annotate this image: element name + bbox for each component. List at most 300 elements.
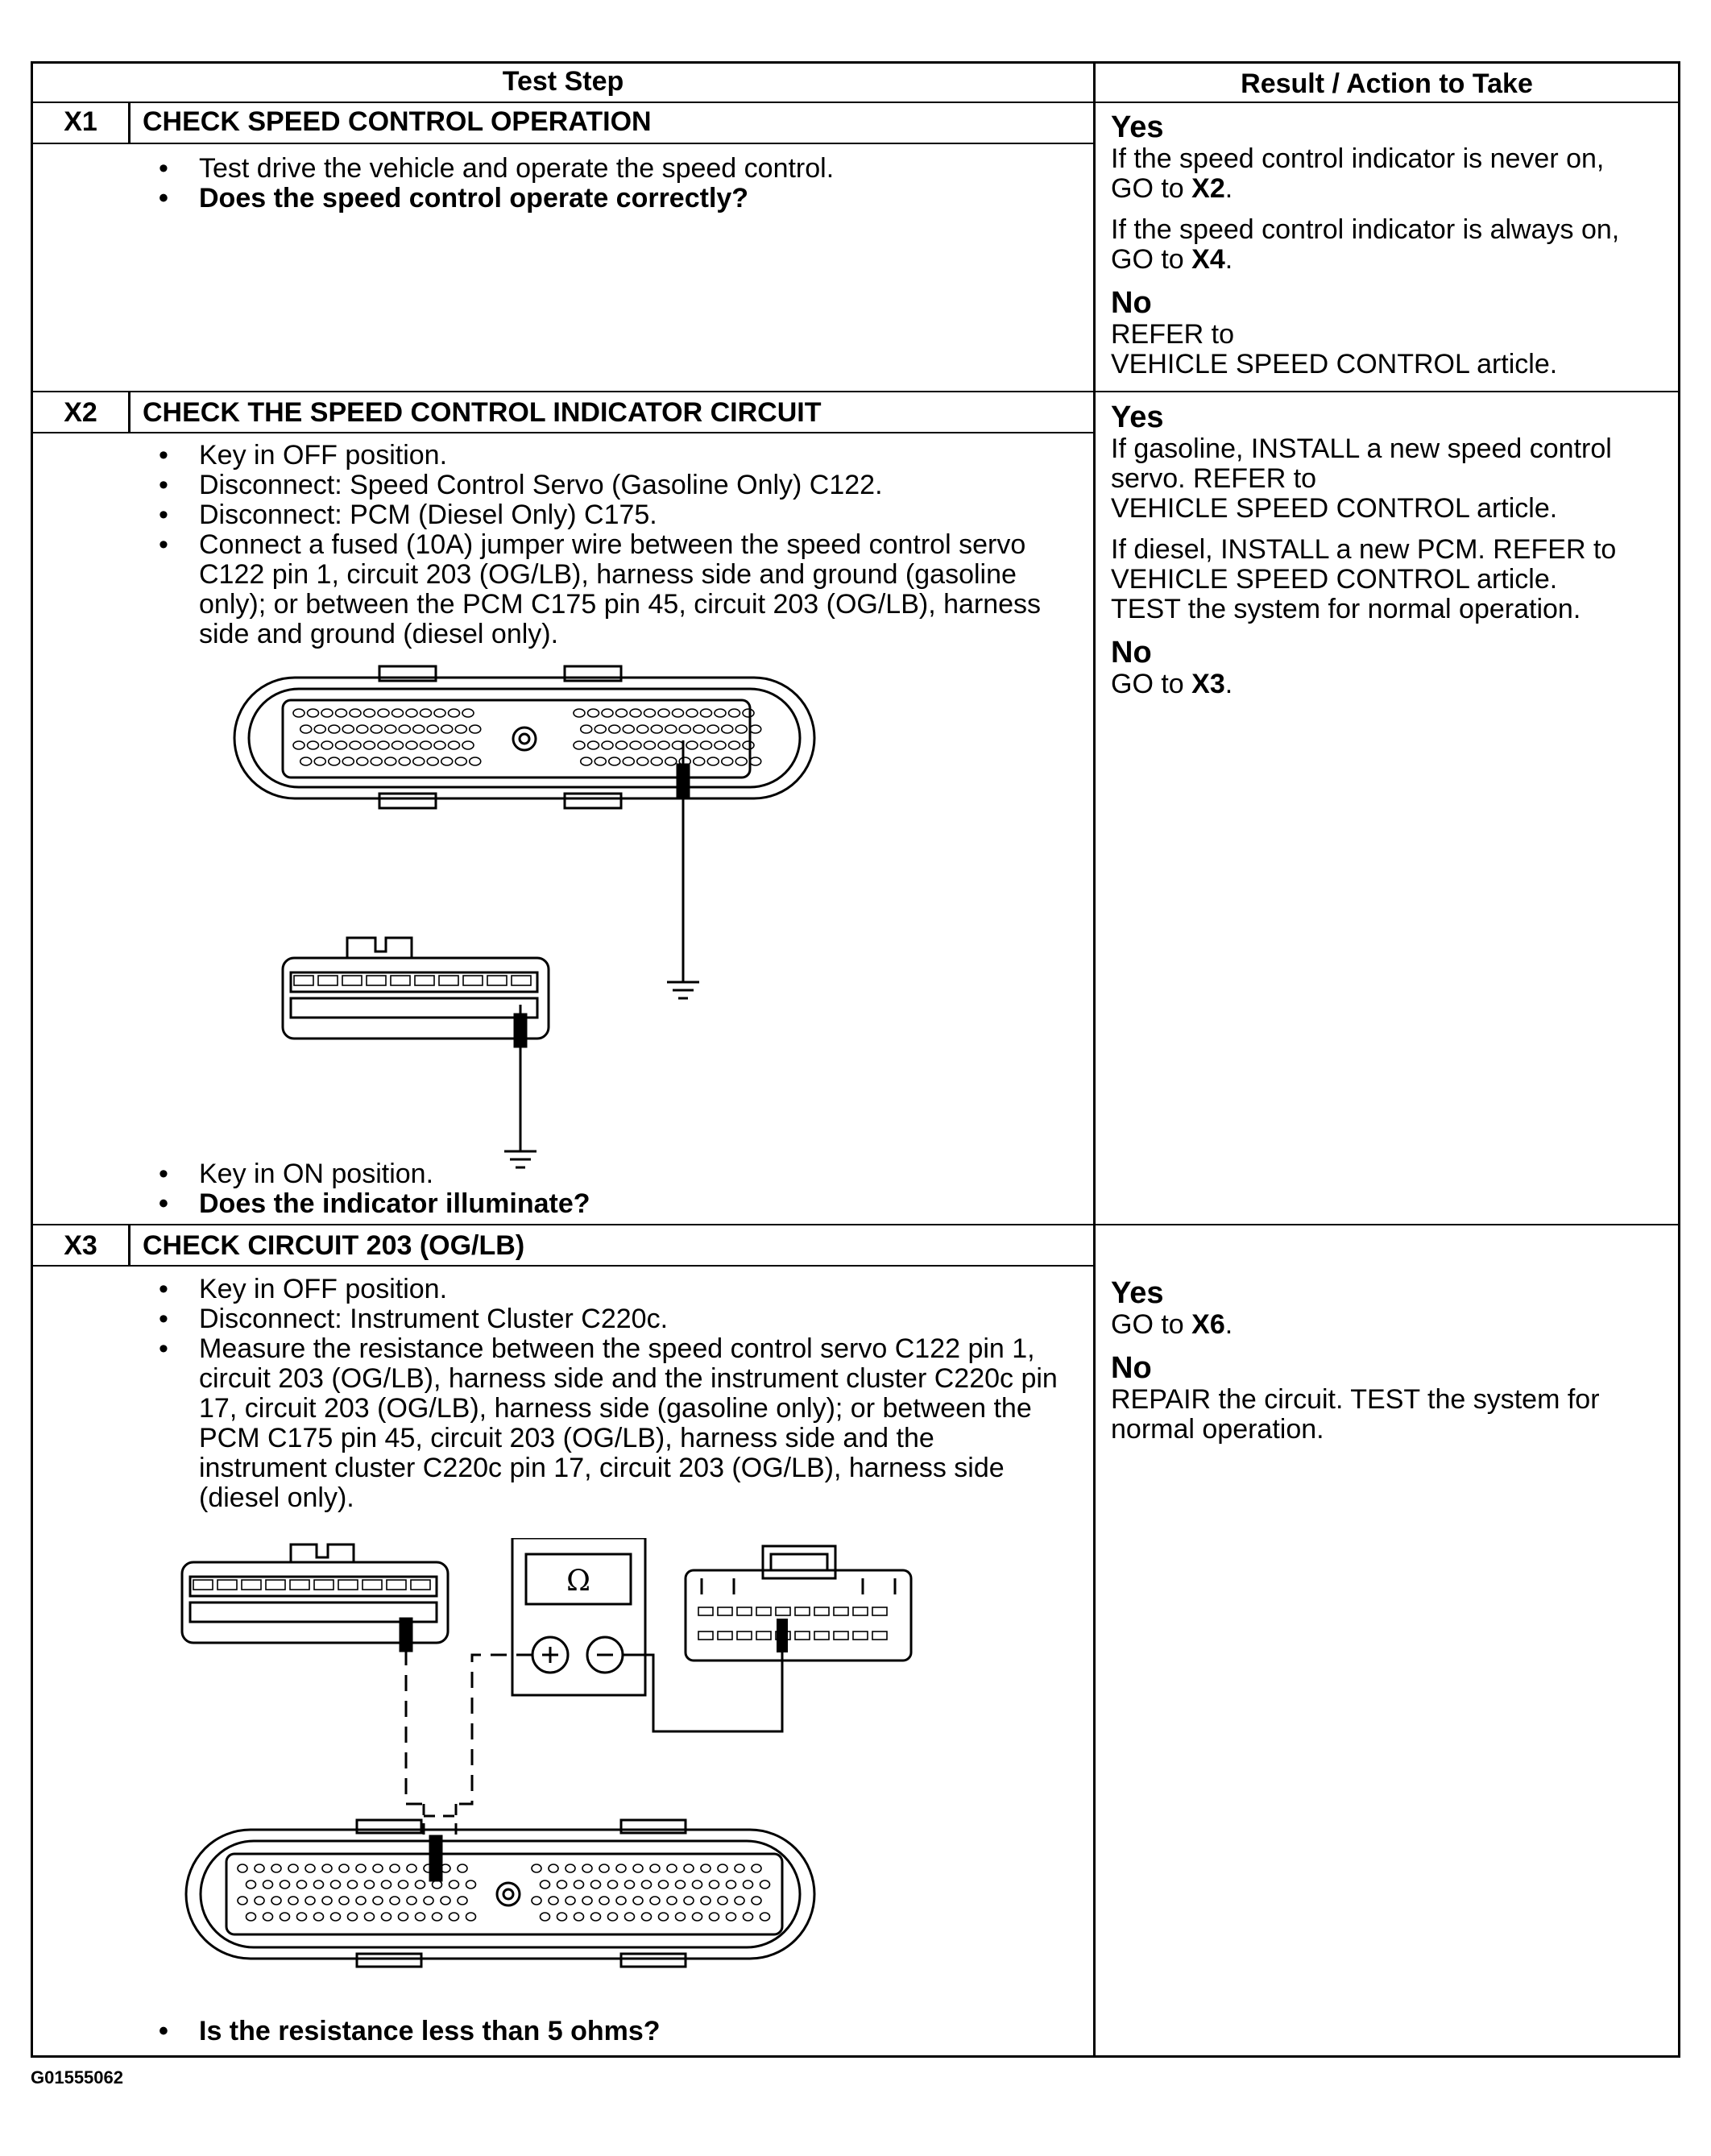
connector-pin [350, 709, 361, 717]
connector-pin [750, 757, 761, 765]
connector-pin [305, 1864, 315, 1872]
x2-bullet: • Connect a fused (10A) jumper wire between the speed control servo C122 pin 1, circuit 203 (OG/LB), harness side and ground (gasoline only); or between the PCM C175 pin 45, circuit 203 (OG/LB), harness side and ground (diesel only). [152, 530, 1063, 649]
connector-pin [644, 741, 656, 749]
connector-pin [715, 709, 726, 717]
connector-pin [581, 757, 592, 765]
x3-yes-label: Yes [1111, 1276, 1164, 1310]
connector-pin [439, 976, 458, 985]
connector-pin [707, 725, 719, 733]
connector-pin [588, 709, 599, 717]
x3-bullet: • Measure the resistance between the speed control servo C122 pin 1, circuit 203 (OG/LB), harness side and the instrument cluster C220c pin 17, circuit 203 (OG/LB), harness side (gasoline only); or between the PCM C175 pin 45, circuit 203 (OG/LB), harness side and the instrument cluster C220c pin 17, circuit 203 (OG/LB), harness side (diesel only). [152, 1334, 1063, 1513]
connector-pin [458, 1864, 467, 1872]
connector-pin [382, 1880, 392, 1889]
connector-pin [413, 725, 425, 733]
connector-pin [676, 1913, 686, 1921]
x2-yes-text: If gasoline, INSTALL a new speed control [1111, 433, 1612, 464]
connector-pin [693, 1913, 702, 1921]
connector-pin [698, 1632, 713, 1640]
connector-pin [665, 757, 677, 765]
x2-yes-text: servo. REFER to [1111, 463, 1317, 494]
connector-pin [814, 1632, 829, 1640]
header-result: Result / Action to Take [1241, 68, 1533, 99]
connector-pin [630, 741, 641, 749]
x2-title-rule [33, 432, 1093, 433]
step-title-x2: CHECK THE SPEED CONTROL INDICATOR CIRCUIT [143, 397, 822, 428]
connector-pin [658, 741, 669, 749]
x2-top-rule [33, 391, 1678, 392]
x2-yes-text-2: VEHICLE SPEED CONTROL article. [1111, 564, 1558, 595]
connector-pin [314, 725, 325, 733]
connector-pin [760, 1913, 770, 1921]
connector-pin [582, 1864, 592, 1872]
connector-pin [693, 1880, 702, 1889]
connector-pin [834, 1632, 848, 1640]
connector-pin [557, 1913, 567, 1921]
connector-pin [336, 709, 347, 717]
connector-pin [271, 1897, 281, 1905]
connector-pin [658, 709, 669, 717]
connector-pin [293, 741, 304, 749]
x3-bullets-after [152, 2017, 1063, 2046]
connector-pin [362, 1580, 382, 1590]
connector-pin [750, 725, 761, 733]
connector-pin [314, 1580, 334, 1590]
connector-pin [427, 757, 438, 765]
connector-pin [321, 741, 333, 749]
connector-pin [407, 1864, 416, 1872]
connector-pin [416, 1913, 425, 1921]
x3-top-rule [33, 1224, 1678, 1225]
x1-no-label: No [1111, 286, 1152, 320]
connector-pin [342, 757, 354, 765]
connector-pin [602, 741, 613, 749]
connector-pin [776, 1607, 790, 1615]
connector-pin [441, 1897, 450, 1905]
connector-pin [293, 709, 304, 717]
connector-pin [722, 725, 733, 733]
connector-pin [364, 709, 375, 717]
connector-pin [684, 1897, 694, 1905]
connector-pin [466, 1880, 476, 1889]
x2-yes-text-2: TEST the system for normal operation. [1111, 594, 1581, 624]
connector-pin [718, 1632, 732, 1640]
connector-pin [616, 709, 628, 717]
connector-pin [357, 757, 368, 765]
connector-pin [710, 1913, 719, 1921]
connector-pin [348, 1913, 358, 1921]
connector-pin [242, 1580, 261, 1590]
connector-pin [633, 1897, 643, 1905]
x1-no-text: REFER to [1111, 319, 1235, 350]
connector-pin [350, 741, 361, 749]
x1-yes-text-2: If the speed control indicator is always on, [1111, 214, 1620, 245]
meter-leads [456, 1651, 782, 1804]
connector-pin [288, 1864, 298, 1872]
connector-pin [300, 757, 312, 765]
connector-pin [305, 1897, 315, 1905]
connector-pin [650, 1864, 660, 1872]
connector-pin [853, 1632, 868, 1640]
connector-pin [331, 1880, 341, 1889]
connector-pin [512, 976, 531, 985]
connector-pin [450, 1913, 459, 1921]
connector-pin [872, 1632, 887, 1640]
connector-pin [218, 1580, 237, 1590]
connector-pin [594, 725, 606, 733]
step-title-x1: CHECK SPEED CONTROL OPERATION [143, 106, 652, 137]
connector-pin [314, 1913, 324, 1921]
connector-pin [373, 1864, 383, 1872]
connector-pin [727, 1880, 736, 1889]
connector-pin [458, 1897, 467, 1905]
connector-pin [532, 1864, 541, 1872]
connector-pin [673, 741, 684, 749]
x2-connector-diagram [218, 660, 911, 1184]
connector-pin [371, 757, 382, 765]
x3-title-rule [33, 1265, 1093, 1267]
ohm-symbol: Ω [566, 1565, 590, 1598]
connector-pin [722, 757, 733, 765]
connector-pin [729, 741, 740, 749]
connector-pin [582, 1897, 592, 1905]
connector-pin [686, 709, 698, 717]
connector-pin [642, 1913, 652, 1921]
connector-pin [449, 741, 460, 749]
connector-pin [752, 1897, 761, 1905]
x3-question: • Is the resistance less than 5 ohms? [152, 2017, 1063, 2046]
x1-yes-ref-x4[interactable]: X4 [1191, 244, 1225, 275]
connector-pin [718, 1897, 727, 1905]
x2-result: Yes If gasoline, INSTALL a new speed control servo. REFER to VEHICLE SPEED CONTROL article. If diesel, INSTALL a new PCM. REFER to VEHICLE SPEED CONTROL article. TEST the system for normal operation. No GO to X3. [1111, 400, 1675, 699]
connector-pin [549, 1897, 558, 1905]
x2-bullet: • Disconnect: PCM (Diesel Only) C175. [152, 500, 1063, 530]
connector-pin [392, 741, 404, 749]
connector-pin [609, 725, 620, 733]
cluster-connector-icon [686, 1546, 911, 1661]
connector-pin [591, 1913, 601, 1921]
connector-pin [406, 741, 417, 749]
connector-pin [378, 709, 389, 717]
x3-no-text: REPAIR the circuit. TEST the system for [1111, 1384, 1600, 1415]
jumper-probe-pcm [667, 740, 699, 998]
x2-bullets-after [152, 1159, 1063, 1219]
connector-pin [449, 709, 460, 717]
connector-pin [667, 1897, 677, 1905]
cluster-probe [777, 1619, 788, 1652]
connector-pin [566, 1864, 575, 1872]
connector-pin [541, 1880, 550, 1889]
connector-pin [701, 1864, 710, 1872]
x3-no-label: No [1111, 1351, 1152, 1385]
connector-pin [280, 1880, 290, 1889]
connector-pin [701, 1897, 710, 1905]
connector-pin [633, 1864, 643, 1872]
connector-pin [342, 976, 362, 985]
connector-pin [371, 725, 382, 733]
connector-pin [574, 741, 585, 749]
x1-yes-text: If the speed control indicator is never on, [1111, 143, 1605, 174]
header-test-step: Test Step [502, 66, 624, 97]
x1-bullet: • Test drive the vehicle and operate the speed control. [152, 154, 1071, 184]
connector-pin [367, 976, 386, 985]
x1-question: • Does the speed control operate correctly? [152, 184, 1071, 214]
pcm-connector-icon [234, 666, 814, 808]
connector-pin [532, 1897, 541, 1905]
connector-pin [450, 1880, 459, 1889]
x1-no-ref: VEHICLE SPEED CONTROL article. [1111, 349, 1558, 379]
connector-pin [557, 1880, 567, 1889]
step-id-x3: X3 [64, 1230, 97, 1261]
connector-pin [694, 725, 705, 733]
connector-pin [238, 1864, 247, 1872]
x1-yes-goto: GO to [1111, 173, 1192, 204]
connector-pin [441, 725, 453, 733]
connector-pin [416, 1880, 425, 1889]
connector-pin [616, 1897, 626, 1905]
connector-pin [743, 709, 754, 717]
connector-pin [339, 1864, 349, 1872]
connector-pin [609, 757, 620, 765]
connector-pin [694, 757, 705, 765]
connector-pin [420, 709, 432, 717]
connector-pin [434, 709, 445, 717]
connector-pin [549, 1864, 558, 1872]
connector-pin [331, 1913, 341, 1921]
connector-pin [630, 709, 641, 717]
connector-pin [193, 1580, 213, 1590]
connector-pin [834, 1607, 848, 1615]
connector-pin [399, 1913, 408, 1921]
connector-pin [434, 741, 445, 749]
connector-pin [314, 757, 325, 765]
connector-pin [433, 1913, 442, 1921]
step-title-x3: CHECK CIRCUIT 203 (OG/LB) [143, 1230, 525, 1261]
connector-pin [463, 976, 483, 985]
connector-pin [462, 709, 474, 717]
connector-pin [574, 1913, 584, 1921]
x2-yes-label: Yes [1111, 400, 1164, 434]
connector-pin [308, 741, 319, 749]
connector-pin [415, 976, 434, 985]
connector-pin [470, 757, 481, 765]
connector-pin [744, 1880, 753, 1889]
connector-pin [760, 1880, 770, 1889]
x3-bullet: • Key in OFF position. [152, 1275, 1063, 1304]
connector-pin [424, 1897, 433, 1905]
step-id-x2: X2 [64, 397, 97, 428]
connector-pin [322, 1864, 332, 1872]
connector-pin [391, 976, 410, 985]
connector-pin [288, 1897, 298, 1905]
connector-pin [455, 757, 466, 765]
x3-meter-diagram [170, 1538, 976, 1989]
connector-pin [294, 976, 313, 985]
connector-pin [266, 1580, 285, 1590]
connector-pin [314, 1880, 324, 1889]
connector-pin [462, 741, 474, 749]
id-divider-x3 [128, 1225, 130, 1267]
connector-pin [642, 1880, 652, 1889]
connector-pin [487, 976, 507, 985]
test-step-table [31, 61, 1680, 2058]
connector-pin [378, 741, 389, 749]
connector-pin [329, 725, 340, 733]
connector-pin [364, 741, 375, 749]
x3-result: Yes GO to X6. No REPAIR the circuit. TEST the system for normal operation. [1111, 1276, 1675, 1445]
x2-yes-text: VEHICLE SPEED CONTROL article. [1111, 493, 1558, 524]
connector-pin [300, 725, 312, 733]
x2-no-ref-x3[interactable]: X3 [1191, 669, 1225, 699]
connector-pin [718, 1864, 727, 1872]
jumper-probe-servo [504, 1005, 536, 1167]
connector-pin [814, 1607, 829, 1615]
connector-pin [373, 1897, 383, 1905]
connector-pin [441, 757, 453, 765]
connector-pin [679, 725, 690, 733]
connector-pin [297, 1880, 307, 1889]
connector-pin [737, 1607, 752, 1615]
x3-bullet: • Disconnect: Instrument Cluster C220c. [152, 1304, 1063, 1334]
connector-pin [455, 725, 466, 733]
x1-bullets [152, 154, 1071, 214]
connector-pin [470, 725, 481, 733]
connector-pin [744, 1913, 753, 1921]
x3-bullets [152, 1275, 1063, 1513]
connector-pin [727, 1913, 736, 1921]
x2-no-label: No [1111, 636, 1152, 670]
connector-pin [336, 741, 347, 749]
connector-pin [795, 1632, 810, 1640]
connector-pin [420, 741, 432, 749]
connector-pin [673, 709, 684, 717]
connector-pin [701, 741, 712, 749]
pcm-pin-grid-right [574, 709, 761, 765]
connector-pin [356, 1897, 366, 1905]
connector-pin [756, 1632, 771, 1640]
connector-pin [599, 1897, 609, 1905]
x3-yes-goto: GO to [1111, 1309, 1192, 1340]
connector-pin [280, 1913, 290, 1921]
connector-pin [616, 741, 628, 749]
x3-no-text: normal operation. [1111, 1414, 1324, 1445]
connector-pin [623, 757, 634, 765]
ohmmeter-icon [512, 1538, 645, 1695]
connector-pin [255, 1864, 264, 1872]
connector-pin [616, 1864, 626, 1872]
id-divider-x2 [128, 392, 130, 433]
connector-pin [413, 757, 425, 765]
connector-pin [588, 741, 599, 749]
x1-yes-ref-x2[interactable]: X2 [1191, 173, 1225, 204]
connector-pin [701, 709, 712, 717]
connector-pin [853, 1607, 868, 1615]
x2-no-goto: GO to [1111, 669, 1192, 699]
connector-pin [357, 725, 368, 733]
connector-pin [411, 1580, 430, 1590]
connector-pin [407, 1897, 416, 1905]
connector-pin [399, 725, 410, 733]
connector-pin [297, 1913, 307, 1921]
connector-pin [650, 1897, 660, 1905]
connector-pin [743, 741, 754, 749]
connector-pin [322, 1897, 332, 1905]
connector-pin [684, 1864, 694, 1872]
connector-pin [574, 709, 585, 717]
x2-question: • Does the indicator illuminate? [152, 1189, 1063, 1219]
connector-pin [263, 1913, 273, 1921]
connector-pin [872, 1607, 887, 1615]
x1-yes-goto-2: GO to [1111, 244, 1192, 275]
connector-pin [399, 757, 410, 765]
connector-pin [686, 741, 698, 749]
connector-pin [729, 709, 740, 717]
connector-pin [329, 757, 340, 765]
connector-pin [318, 976, 338, 985]
connector-pin [339, 1897, 349, 1905]
connector-pin [594, 757, 606, 765]
connector-pin [466, 1913, 476, 1921]
connector-pin [676, 1880, 686, 1889]
servo-connector-icon [283, 938, 549, 1039]
connector-pin [644, 709, 656, 717]
x2-yes-text-2: If diesel, INSTALL a new PCM. REFER to [1111, 534, 1617, 565]
cluster-pin-rows [698, 1607, 887, 1640]
connector-pin [399, 1880, 408, 1889]
x1-yes-label: Yes [1111, 110, 1164, 144]
connector-pin [263, 1880, 273, 1889]
x2-bullet: • Key in ON position. [152, 1159, 1063, 1189]
servo-pin-row [294, 976, 531, 985]
x3-yes-ref-x6[interactable]: X6 [1191, 1309, 1225, 1340]
connector-pin [238, 1897, 247, 1905]
connector-pin [246, 1880, 256, 1889]
connector-pin [735, 725, 747, 733]
connector-pin [651, 725, 662, 733]
connector-pin [427, 725, 438, 733]
connector-pin [698, 1607, 713, 1615]
connector-pin [737, 1632, 752, 1640]
connector-pin [707, 757, 719, 765]
connector-pin [308, 709, 319, 717]
connector-pin [356, 1864, 366, 1872]
connector-pin [382, 1913, 392, 1921]
header-rule [33, 102, 1678, 103]
x1-result: Yes If the speed control indicator is never on, GO to X2. If the speed control indicator is always on, GO to X4. No REFER to VEHICLE SPEED CONTROL article. [1111, 110, 1675, 379]
connector-pin [574, 1880, 584, 1889]
connector-pin [623, 725, 634, 733]
connector-pin [637, 725, 648, 733]
connector-pin [735, 1864, 744, 1872]
connector-pin [390, 1897, 400, 1905]
connector-pin [710, 1880, 719, 1889]
connector-pin [667, 1864, 677, 1872]
connector-pin [591, 1880, 601, 1889]
connector-pin [608, 1880, 618, 1889]
connector-pin [321, 709, 333, 717]
connector-pin [348, 1880, 358, 1889]
pcm-pin-grid-left [293, 709, 481, 765]
connector-pin [338, 1580, 358, 1590]
connector-pin [659, 1913, 669, 1921]
connector-pin [715, 741, 726, 749]
connector-pin [581, 725, 592, 733]
connector-pin [756, 1607, 771, 1615]
x2-bullet: • Key in OFF position. [152, 441, 1063, 471]
connector-pin [718, 1607, 732, 1615]
connector-pin [255, 1897, 264, 1905]
servo-pin-row [193, 1580, 430, 1590]
servo-probe [400, 1619, 424, 1804]
